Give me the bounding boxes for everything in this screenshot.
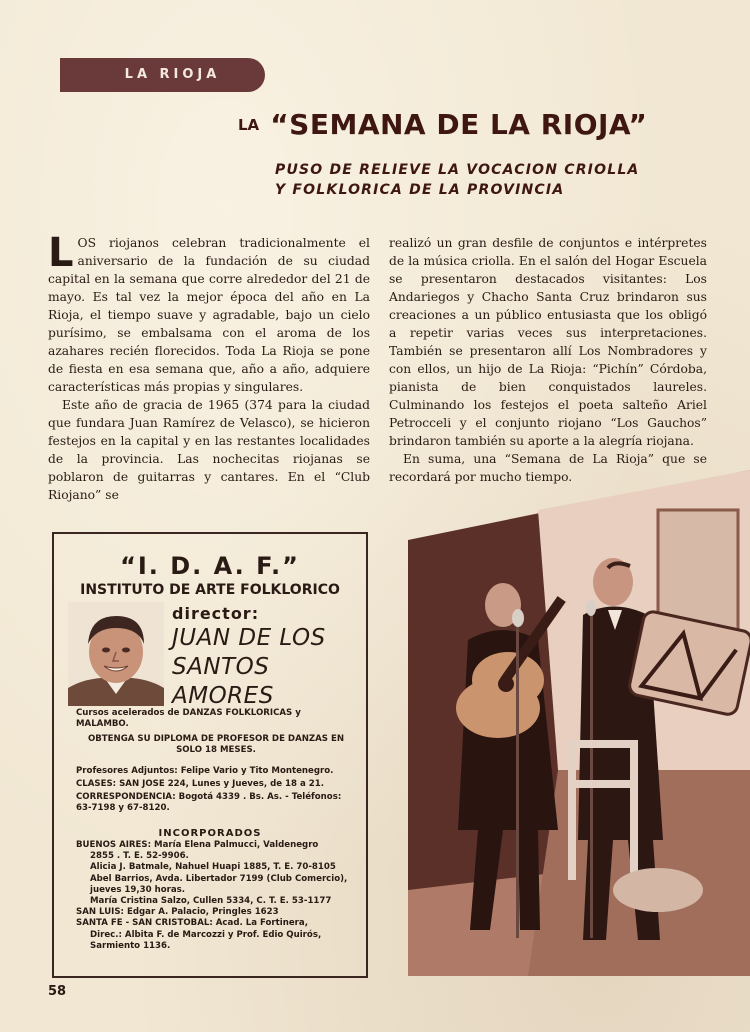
article-paragraph: realizó un gran desfile de conjuntos e intérpretes de la música criolla. En el salón del Hogar Escuela se presentaron destacados visitantes: Los Andariegos y Chacho Santa Cruz brindaron sus creaciones a un público entusiasta que los obligó a repetir varias veces sus interpretaciones. También se presentaron allí Los Nombradores y con ellos, un hijo de La Rioja: “Pichín” Córdoba, pianista de bien conquistados laureles. Culminando los festejos el poeta salteño Ariel Petrocceli y el conjunto riojano “Los Gauchos” brindaron también su aporte a la alegría riojana.	[389, 236, 707, 448]
list-item: BUENOS AIRES: María Elena Palmucci, Valdenegro	[76, 840, 319, 850]
ad-diploma: OBTENGA SU DIPLOMA DE PROFESOR DE DANZAS EN SOLO 18 MESES.	[87, 734, 345, 755]
drop-cap: L	[48, 230, 74, 276]
list-item: jueves 19,30 horas.	[90, 884, 186, 895]
list-item: SAN LUIS: Edgar A. Palacio, Pringles 1623	[76, 907, 279, 918]
list-item: Direc.: Albita F. de Marcozzi y Prof. Edio Quirós,	[90, 929, 322, 940]
ad-courses: Cursos acelerados de DANZAS FOLKLORICAS y MALAMBO.	[76, 708, 301, 729]
list-item: Alicia J. Batmale, Nahuel Huapi 1885, T. E. 70-8105	[90, 862, 336, 873]
subhead-line-1: PUSO DE RELIEVE LA VOCACION CRIOLLA	[275, 162, 640, 178]
headline	[238, 108, 718, 141]
idaf-advertisement	[52, 532, 368, 978]
ad-subtitle: INSTITUTO DE ARTE FOLKLORICO	[80, 582, 340, 598]
performers-photo	[408, 470, 750, 976]
subheadline	[275, 160, 695, 200]
article-paragraph	[48, 230, 370, 396]
paragraph-text: OS riojanos celebran tradicionalmente el aniversario de la fundación de su ciudad capital en la semana que corre alrededor del 21 de mayo. Es tal vez la mejor época del año en La Rioja, el tiempo suave y agradable, bajo un cielo purísimo, se embalsama con el aroma de los azahares recién florecidos. Toda La Rioja se pone de fiesta en esa semana que, año a año, adquiere características más propias y singulares.	[48, 236, 370, 394]
ad-clases: CLASES: SAN JOSE 224, Lunes y Jueves, de 18 a 21.	[76, 779, 325, 789]
subhead-line-2: Y FOLKLORICA DE LA PROVINCIA	[275, 182, 565, 198]
director-label: director:	[172, 604, 260, 623]
ad-incorporados-label: INCORPORADOS	[158, 828, 262, 839]
article-column-1	[48, 230, 370, 504]
list-item: 2855 . T. E. 52-9906.	[90, 851, 189, 862]
article-paragraph: Este año de gracia de 1965 (374 para la ciudad que fundara Juan Ramírez de Velasco), se hicieron festejos en la capital y en las restantes localidades de la provincia. Las nochecitas riojanas se poblaron de guitarras y cantares. En el “Club Riojano” se	[48, 398, 370, 502]
section-tab: LA RIOJA	[60, 58, 265, 92]
article-column-2	[389, 234, 707, 486]
portrait-illustration	[68, 602, 164, 706]
page-number: 58	[48, 984, 67, 999]
ad-title: “I. D. A. F.”	[120, 552, 300, 580]
list-item: SANTA FE - SAN CRISTOBAL: Acad. La Fortinera,	[76, 918, 308, 929]
director-name: JUAN DE LOS SANTOS AMORES	[172, 625, 326, 709]
headline-title: “SEMANA DE LA RIOJA”	[270, 108, 648, 141]
ad-correspondencia: CORRESPONDENCIA: Bogotá 4339 . Bs. As. - Teléfonos: 63-7198 y 67-8120.	[76, 792, 342, 813]
director-portrait	[68, 602, 164, 706]
photo-illustration	[408, 470, 750, 976]
list-item: Sarmiento 1136.	[90, 940, 171, 951]
ad-adjuntos: Profesores Adjuntos: Felipe Vario y Tito Montenegro.	[76, 766, 334, 776]
list-item: Abel Barrios, Avda. Libertador 7199 (Club Comercio),	[90, 873, 348, 884]
list-item: María Cristina Salzo, Cullen 5334, C. T. E. 53-1177	[90, 896, 332, 907]
headline-prefix: LA	[238, 115, 260, 134]
ad-incorporados-list	[76, 840, 366, 952]
article-paragraph: En suma, una “Semana de La Rioja” que se recordará por mucho tiempo.	[389, 452, 707, 484]
